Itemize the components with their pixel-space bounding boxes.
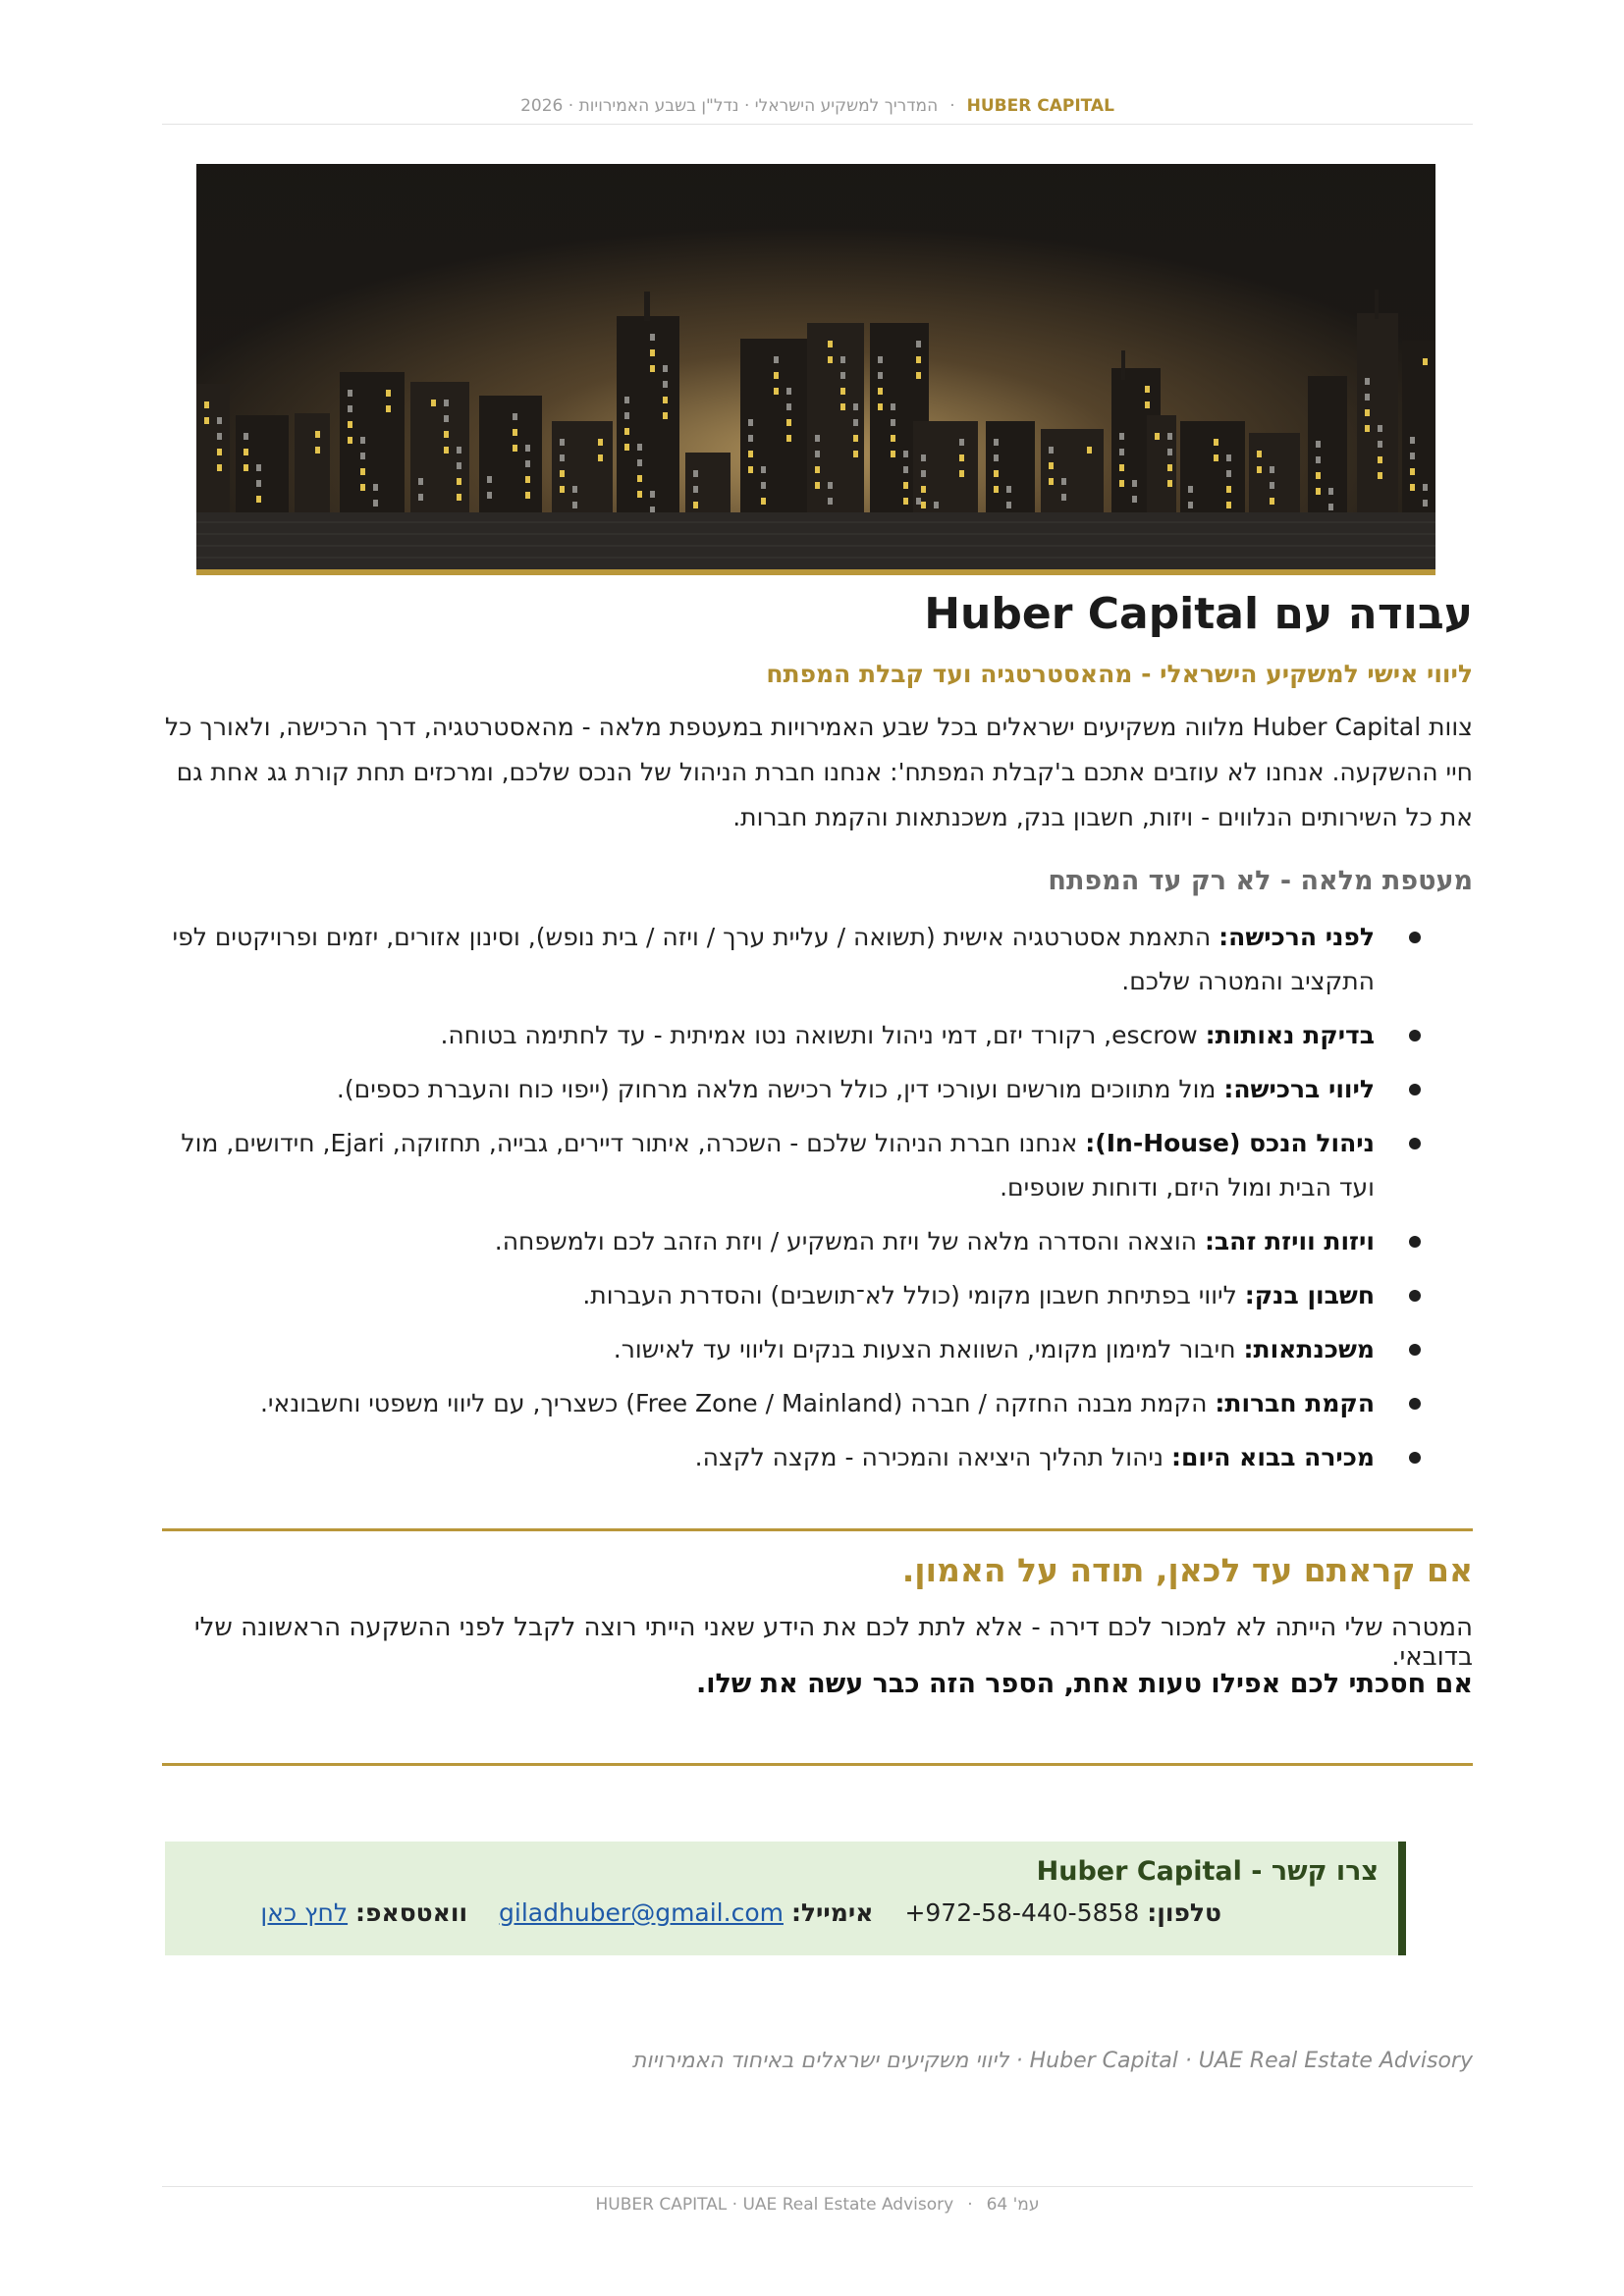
contact-heading: צרו קשר - Huber Capital	[1036, 1856, 1379, 1887]
list-item	[162, 1327, 1473, 1371]
running-header	[162, 96, 1473, 126]
bullet-icon	[1409, 1030, 1421, 1041]
list-item-label: ניהול הנכס (In-House):	[1085, 1129, 1375, 1157]
list-item	[162, 915, 1473, 1003]
footer-text: HUBER CAPITAL · UAE Real Estate Advisory	[595, 2195, 954, 2215]
contact-details	[260, 1898, 1221, 1927]
bullet-icon	[1409, 1344, 1421, 1356]
list-item	[162, 1435, 1473, 1479]
list-item-label: הקמת חברות:	[1215, 1389, 1375, 1417]
list-item-text: ליווי בפתיחת חשבון מקומי (כולל לא־תושבים) והסדרת העברות.	[582, 1281, 1245, 1309]
intro-paragraph: צוות Huber Capital מלווה משקיעים ישראלים בכל שבע האמירויות במעטפת מלאה - מהאסטרטגיה, דרך הרכישה, ולאורך כל חיי ההשקעה. אנחנו לא עוזבים אתכם ב'קבלת המפתח': אנחנו חברת הניהול של הנכס שלכם, ומרכזים תחת קורת גג אחת גם את כל השירותים הנלווים - ויזות, חשבון בנק, משכנתאות והקמת חברות.	[165, 713, 1473, 831]
list-item-text: מול מתווכים מורשים ועורכי דין, כולל רכישה מלאה מרחוק (ייפוי כוח והעברת כספים).	[336, 1075, 1224, 1103]
list-item	[162, 1273, 1473, 1317]
list-item-text: ניהול תהליך היציאה והמכירה - מקצה לקצה.	[694, 1443, 1171, 1471]
page-subtitle: ליווי אישי למשקיע הישראלי - מהאסטרטגיה ועד קבלת המפתח	[766, 660, 1473, 688]
header-text: המדריך למשקיע הישראלי · נדל"ן בשבע האמירויות · 2026	[520, 96, 939, 116]
page-title: עבודה עם Huber Capital	[924, 589, 1473, 639]
footer-separator: ·	[967, 2195, 973, 2215]
contact-phone	[904, 1898, 1221, 1927]
list-item-text: הוצאה והסדרה מלאה של ויזת המשקיע / ויזת הזהב לכם ולמשפחה.	[494, 1227, 1205, 1255]
gold-divider-bottom	[162, 1763, 1473, 1766]
phone-value: +972-58-440-5858	[904, 1898, 1140, 1927]
list-item-label: חשבון בנק:	[1244, 1281, 1375, 1309]
bullet-icon	[1409, 1290, 1421, 1302]
header-brand: HUBER CAPITAL	[966, 96, 1114, 116]
whatsapp-label: וואטסאפ:	[355, 1898, 468, 1927]
list-item-label: משכנתאות:	[1243, 1335, 1375, 1363]
services-list	[162, 915, 1473, 1489]
list-item-text: הקמת מבנה החזקה / חברה (Free Zone / Mainland) כשצריך, עם ליווי משפטי וחשבונאי.	[259, 1389, 1216, 1417]
header-separator: ·	[949, 96, 955, 116]
list-item-text: חיבור למימון מקומי, השוואת הצעות בנקים וליווי עד לאישור.	[613, 1335, 1244, 1363]
footer-divider	[162, 2186, 1473, 2187]
list-item-label: מכירה בבוא היום:	[1170, 1443, 1375, 1471]
list-item	[162, 1219, 1473, 1263]
bullet-icon	[1409, 1138, 1421, 1149]
gold-divider-top	[162, 1528, 1473, 1531]
list-item-label: ויזות וויזת זהב:	[1204, 1227, 1375, 1255]
list-item-text: escrow, רקורד יזם, דמי ניהול ותשואה נטו אמיתית - עד לחתימה בטוחה.	[440, 1021, 1206, 1049]
list-item-label: לפני הרכישה:	[1218, 923, 1375, 951]
list-item-text: התאמת אסטרטגיה אישית (תשואה / עליית ערך / ויזה / בית נופש), וסינון אזורים, יזמים ופרויקטים לפי התקציב והמטרה שלכם.	[172, 923, 1375, 995]
bullet-icon	[1409, 1452, 1421, 1464]
list-item	[162, 1067, 1473, 1111]
contact-box	[165, 1842, 1406, 1955]
closing-bold-line: אם חסכתי לכם אפילו טעות אחת, הספר הזה כבר עשה את שלו.	[695, 1669, 1473, 1699]
contact-whatsapp	[260, 1898, 467, 1927]
bullet-icon	[1409, 932, 1421, 943]
bullet-icon	[1409, 1236, 1421, 1248]
list-item-label: בדיקת נאותות:	[1205, 1021, 1375, 1049]
whatsapp-link[interactable]: לחץ כאן	[260, 1898, 349, 1927]
list-item	[162, 1381, 1473, 1425]
bullet-icon	[1409, 1084, 1421, 1095]
bullet-icon	[1409, 1398, 1421, 1410]
list-item-label: ליווי ברכישה:	[1223, 1075, 1375, 1103]
footer-note: Huber Capital · UAE Real Estate Advisory · ליווי משקיעים ישראלים באיחוד האמירויות	[631, 2049, 1473, 2073]
phone-label: טלפון:	[1147, 1898, 1221, 1927]
contact-email	[499, 1898, 873, 1927]
page-number: עמ' 64	[986, 2195, 1040, 2215]
closing-paragraph: המטרה שלי הייתה לא למכור לכם דירה - אלא לתת לכם את הידע שאני הייתי רוצה לקבל לפני ההשקעה הראשונה שלי בדובאי.	[193, 1613, 1473, 1672]
list-item	[162, 1121, 1473, 1209]
email-link[interactable]: giladhuber@gmail.com	[499, 1898, 784, 1927]
list-item	[162, 1013, 1473, 1057]
closing-heading: אם קראתם עד לכאן, תודה על האמון.	[901, 1551, 1473, 1589]
email-label: אימייל:	[790, 1898, 874, 1927]
section-heading: מעטפת מלאה - לא רק עד המפתח	[1048, 866, 1473, 896]
hero-skyline-image	[196, 164, 1435, 579]
header-divider	[162, 124, 1473, 125]
list-item-text: אנחנו חברת הניהול שלכם - השכרה, איתור דיירים, גבייה, תחזוקה, Ejari, חידושים, מול ועד הבית ומול היזם, ודוחות שוטפים.	[181, 1129, 1375, 1201]
running-footer	[162, 2195, 1473, 2215]
